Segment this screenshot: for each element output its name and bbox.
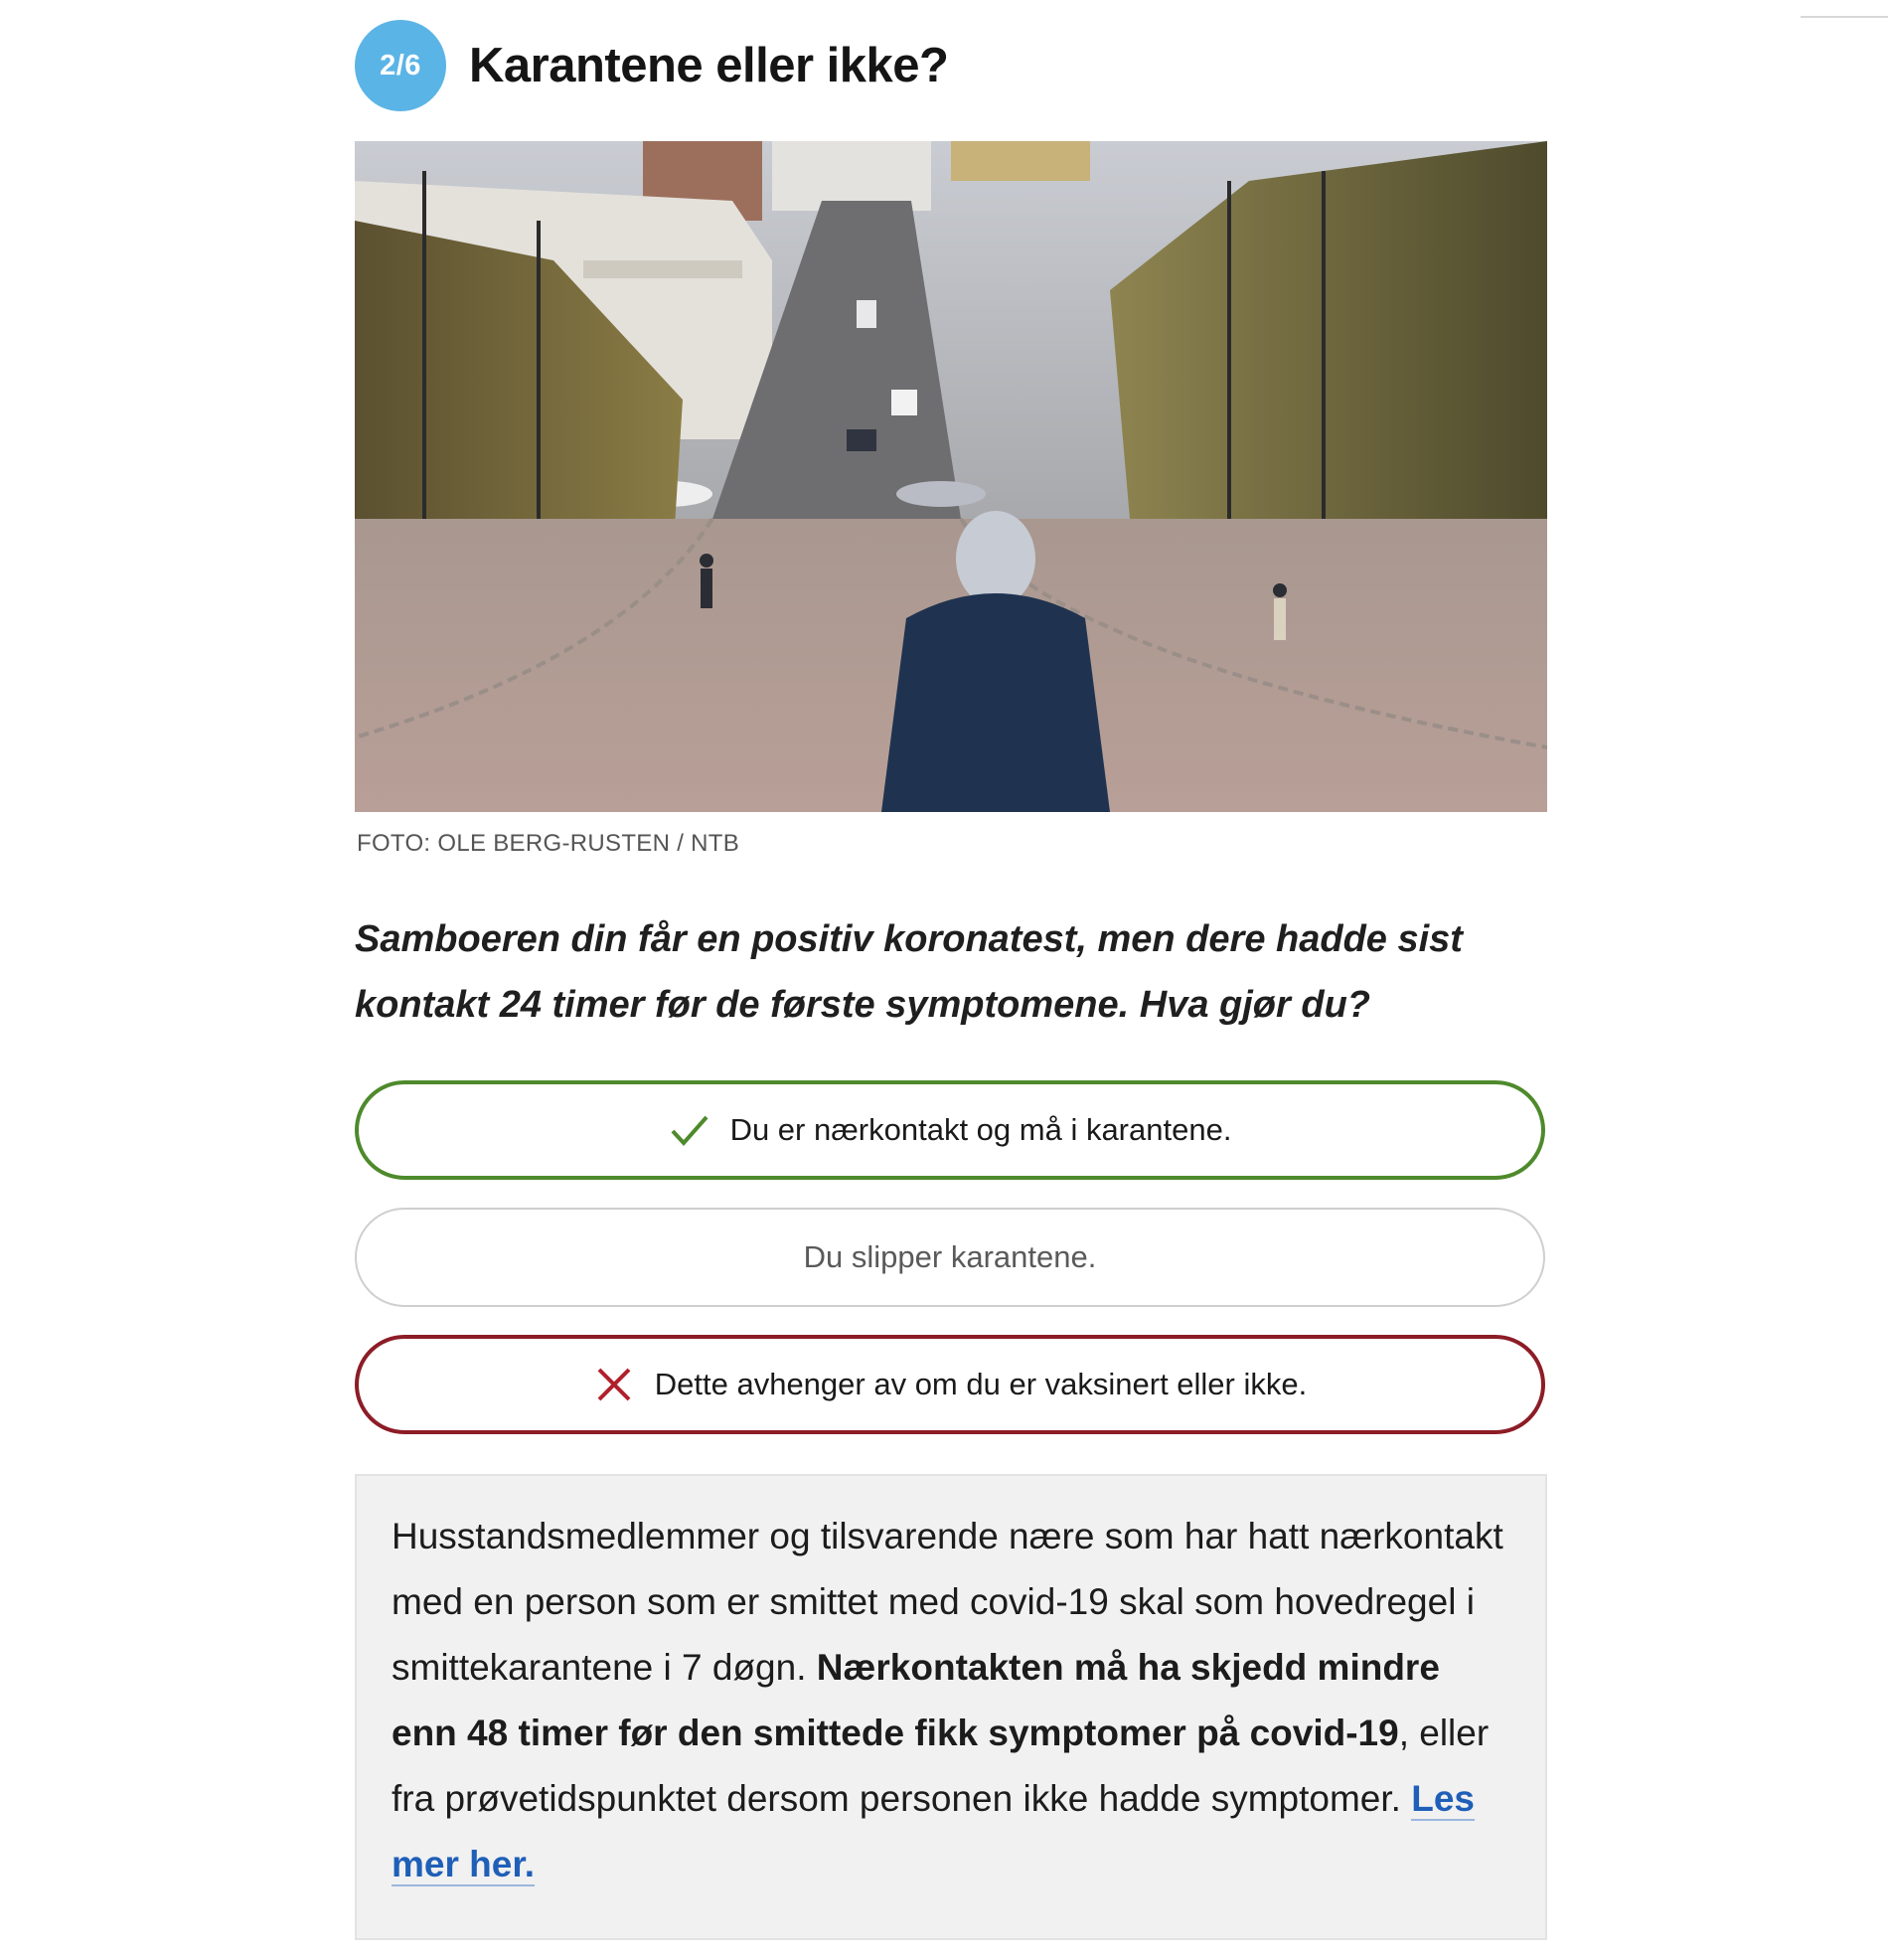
answer-option-neutral[interactable] <box>355 1208 1545 1307</box>
explanation-part-2: , eller fra prøvetidspunktet dersom personen ikke hadde symptomer. <box>392 1713 1490 1819</box>
answer-option-wrong[interactable] <box>355 1335 1545 1434</box>
quiz-header <box>355 20 948 111</box>
photo-credit: FOTO: OLE BERG-RUSTEN / NTB <box>357 830 740 857</box>
explanation-box <box>355 1474 1547 1940</box>
quiz-title: Karantene eller ikke? <box>469 39 949 92</box>
answer-option-correct[interactable] <box>355 1080 1545 1180</box>
top-divider <box>1801 16 1888 18</box>
explanation-text <box>392 1504 1511 1897</box>
question-counter-badge: 2/6 <box>355 20 446 111</box>
close-icon <box>593 1364 635 1405</box>
explanation-bold: Nærkontakten må ha skjedd mindre enn 48 timer før den smittede fikk symptomer på covid-19 <box>392 1647 1440 1753</box>
answer-label: Du er nærkontakt og må i karantene. <box>729 1112 1232 1147</box>
quiz-question: Samboeren din får en positiv koronatest, men dere hadde sist kontakt 24 timer før de første symptomene. Hva gjør du? <box>355 918 1463 1026</box>
article-photo <box>355 141 1547 812</box>
answer-label: Dette avhenger av om du er vaksinert eller ikke. <box>654 1367 1308 1401</box>
check-icon <box>669 1109 710 1151</box>
street-scene-illustration <box>355 141 1547 812</box>
answer-options <box>355 1080 1547 1462</box>
read-more-link[interactable]: Les mer her. <box>392 1778 1475 1884</box>
explanation-part-1: Husstandsmedlemmer og tilsvarende nære som har hatt nærkontakt med en person som er smittet med covid-19 skal som hovedregel i smittekarantene i 7 døgn. <box>392 1516 1503 1688</box>
answer-label: Du slipper karantene. <box>803 1239 1097 1274</box>
